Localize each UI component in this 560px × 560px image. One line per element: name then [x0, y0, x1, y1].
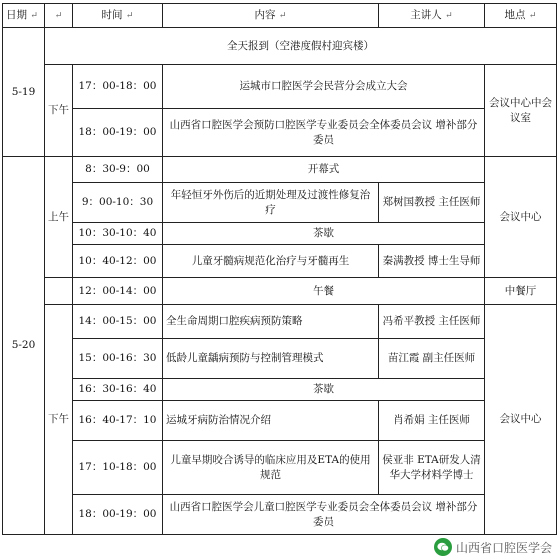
- day2-a-time-0: 14：00-15：00: [73, 305, 163, 339]
- day1-time-1: 18：00-19：00: [73, 109, 163, 157]
- header-speaker: 主讲人 ↵: [379, 4, 485, 28]
- watermark-text: 山西省口腔医学会: [455, 540, 552, 555]
- day1-content-1: 山西省口腔医学会预防口腔医学专业委员会全体委员会议 增补部分委员: [163, 109, 485, 157]
- day2-a-content-1: 低龄儿童龋病预防与控制管理模式: [163, 339, 379, 379]
- day2-m-time-0: 8：30-9：00: [73, 157, 163, 183]
- header-location: 地点 ↵: [485, 4, 557, 28]
- day2-morning-location: 会议中心: [485, 157, 557, 278]
- schedule-table: [2, 3, 557, 535]
- day2-a-speaker-1: 苗江霞 副主任医师: [379, 339, 485, 379]
- header-date: 日期 ↵: [3, 4, 45, 28]
- day2-m-content-1: 年轻恒牙外伤后的近期处理及过渡性修复治疗: [163, 183, 379, 223]
- day2-a-speaker-0: 冯希平教授 主任医师: [379, 305, 485, 339]
- day2-lunch-content: 午餐: [163, 278, 485, 305]
- day2-date: 5-20: [3, 157, 45, 535]
- day2-a-time-5: 18：00-19：00: [73, 495, 163, 535]
- day2-a-content-5: 山西省口腔医学会儿童口腔医学专业委员会全体委员会议 增补部分委员: [163, 495, 485, 535]
- day2-a-time-3: 16：40-17：10: [73, 401, 163, 441]
- day2-m-speaker-3: 秦满教授 博士生导师: [379, 245, 485, 278]
- day1-all-day: 全天报到（空港度假村迎宾楼）: [45, 28, 557, 65]
- table-row: [3, 245, 557, 278]
- day2-a-content-3: 运城牙病防治情况介绍: [163, 401, 379, 441]
- day2-a-time-2: 16：30-16：40: [73, 379, 163, 401]
- day2-a-time-1: 15：00-16：30: [73, 339, 163, 379]
- table-row: [3, 109, 557, 157]
- day2-m-speaker-1: 郑树国教授 主任医师: [379, 183, 485, 223]
- day2-m-time-1: 9：00-10：30: [73, 183, 163, 223]
- day2-lunch-time: 12：00-14：00: [73, 278, 163, 305]
- table-row: [3, 28, 557, 65]
- day1-period: 下午: [45, 65, 73, 157]
- day2-lunch-location: 中餐厅: [485, 278, 557, 305]
- table-row: [3, 305, 557, 339]
- day1-location: 会议中心中会议室: [485, 65, 557, 157]
- table-row: [3, 65, 557, 109]
- day2-afternoon-period: 下午: [45, 305, 73, 535]
- day2-a-content-0: 全生命周期口腔疾病预防策略: [163, 305, 379, 339]
- day2-a-speaker-3: 肖希娟 主任医师: [379, 401, 485, 441]
- table-row: [3, 278, 557, 305]
- day2-m-content-3: 儿童牙髓病规范化治疗与牙髓再生: [163, 245, 379, 278]
- table-row: [3, 223, 557, 245]
- day1-content-0: 运城市口腔医学会民营分会成立大会: [163, 65, 485, 109]
- day2-a-speaker-4: 侯亚非 ETA研发人清华大学材料学博士: [379, 441, 485, 495]
- header-row: [3, 4, 557, 28]
- table-row: [3, 441, 557, 495]
- header-content: 内容 ↵: [163, 4, 379, 28]
- day2-a-content-4: 儿童早期咬合诱导的临床应用及ETA的使用规范: [163, 441, 379, 495]
- day2-a-content-2: 茶歇: [163, 379, 485, 401]
- watermark: [430, 536, 556, 558]
- day2-a-time-4: 17：10-18：00: [73, 441, 163, 495]
- day2-afternoon-location: 会议中心: [485, 305, 557, 535]
- day2-m-time-3: 10：40-12：00: [73, 245, 163, 278]
- table-row: [3, 157, 557, 183]
- day2-lunch-period: [45, 278, 73, 305]
- wechat-icon: [434, 538, 452, 556]
- day2-m-content-2: 茶歇: [163, 223, 485, 245]
- day2-m-time-2: 10：30-10：40: [73, 223, 163, 245]
- day1-date: 5-19: [3, 28, 45, 157]
- day2-morning-period: 上午: [45, 157, 73, 278]
- header-period: ↵: [45, 4, 73, 28]
- table-row: [3, 339, 557, 379]
- day2-m-content-0: 开幕式: [163, 157, 485, 183]
- table-row: [3, 183, 557, 223]
- table-row: [3, 401, 557, 441]
- header-time: 时间 ↵: [73, 4, 163, 28]
- day1-time-0: 17：00-18：00: [73, 65, 163, 109]
- table-row: [3, 379, 557, 401]
- table-row: [3, 495, 557, 535]
